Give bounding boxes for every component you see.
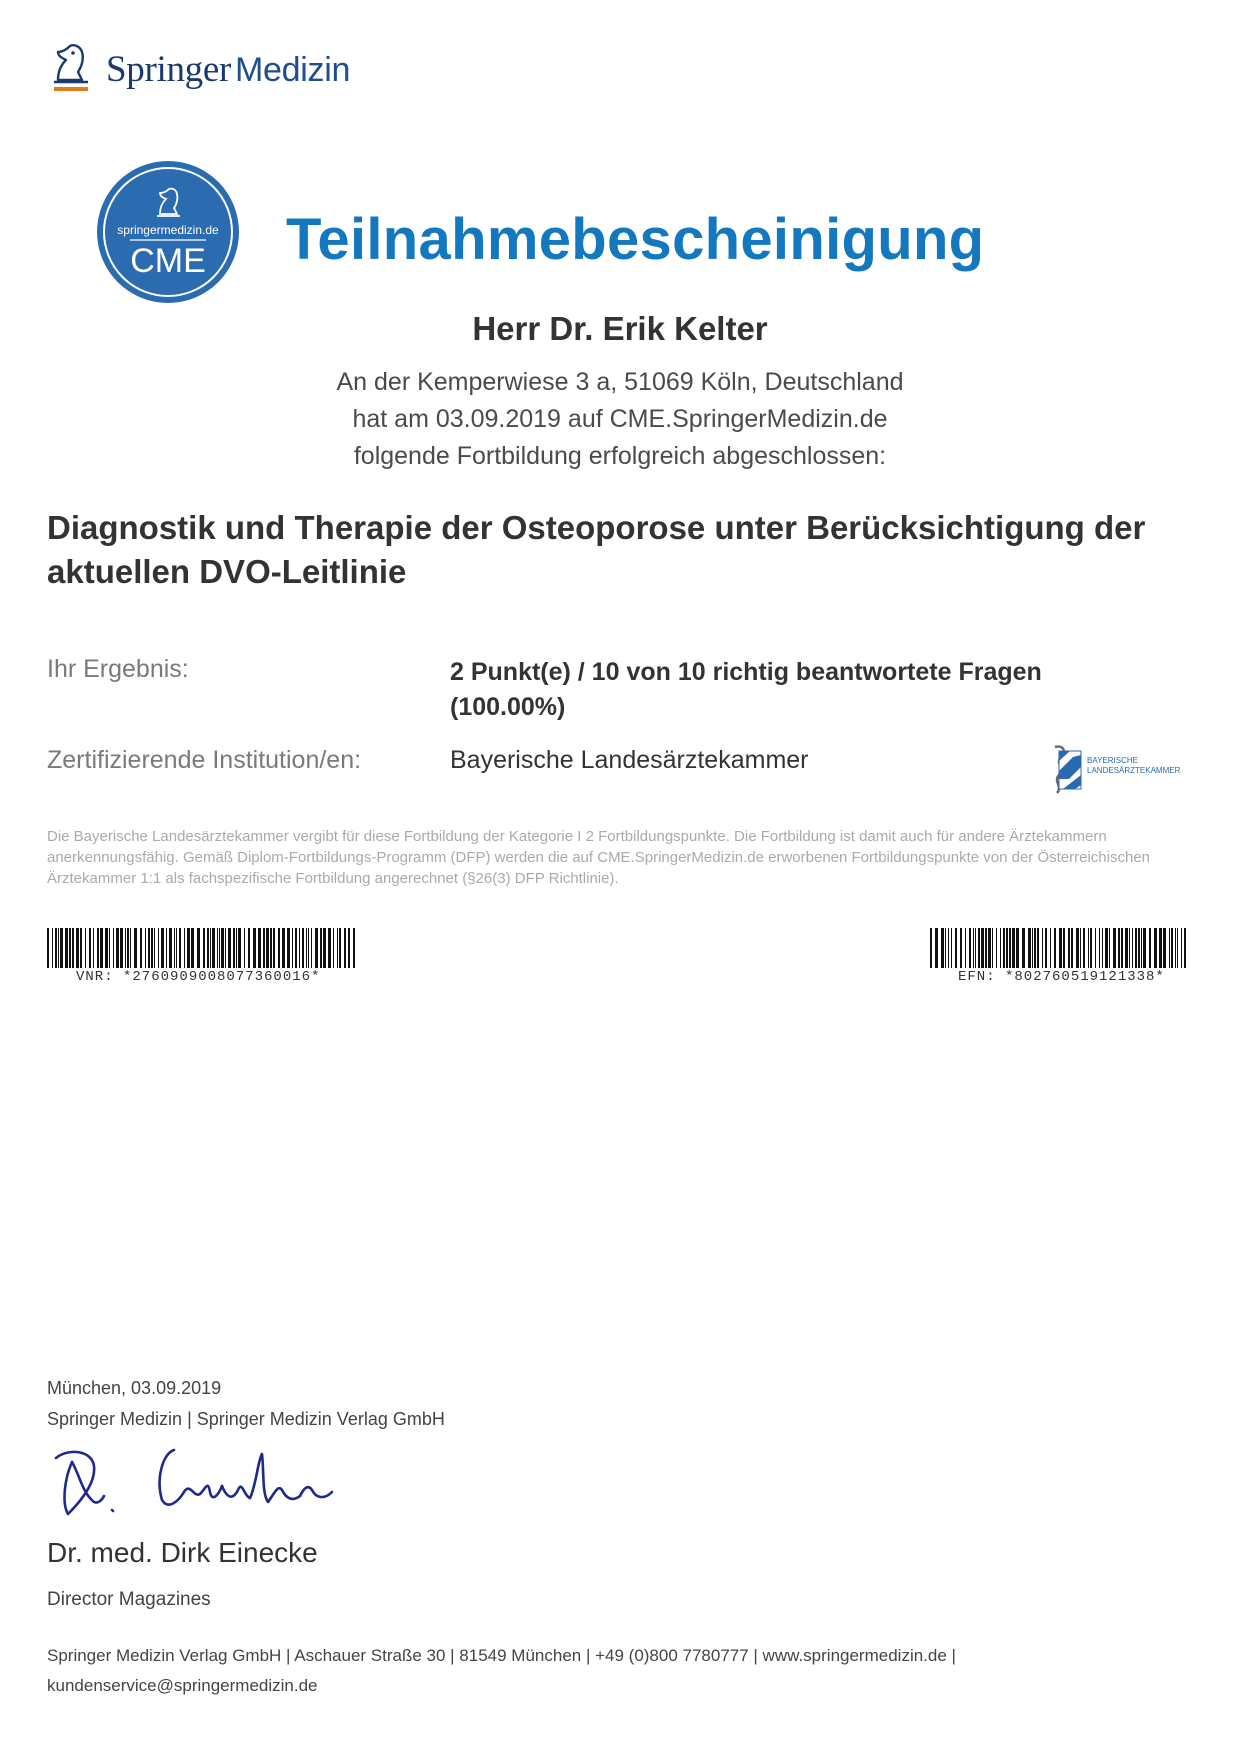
barcode-bar: [187, 928, 190, 968]
barcode-bar: [238, 928, 241, 968]
barcode-bar: [47, 928, 49, 968]
barcode-bar: [191, 928, 194, 968]
barcode-bar: [207, 928, 209, 968]
barcode-bar: [1099, 928, 1100, 968]
barcode-bar: [1088, 928, 1089, 968]
institution-label: Zertifizierende Institution/en:: [47, 746, 362, 774]
barcode-bar: [154, 928, 155, 968]
barcode-bar: [1000, 928, 1001, 968]
barcode-bar: [333, 928, 334, 968]
barcode-bar: [951, 928, 952, 968]
barcode-bar: [52, 928, 53, 968]
brand-subname: Medizin: [235, 51, 351, 89]
barcode-bar: [125, 928, 126, 968]
barcode-bar: [311, 928, 312, 968]
barcode-bar: [348, 928, 350, 968]
barcode-bar: [169, 928, 172, 968]
barcode-bar: [1141, 928, 1142, 968]
barcode-bar: [65, 928, 68, 968]
barcode-bar: [273, 928, 275, 968]
footer-contact: Springer Medizin Verlag GmbH | Aschauer Straße 30 | 81549 München | +49 (0)800 7780777 | www.springermedizin.de | kundenservice@springermedizin.de: [47, 1646, 956, 1695]
barcode-bar: [1181, 928, 1182, 968]
barcode-bar: [1076, 928, 1079, 968]
barcode-bar: [100, 928, 103, 968]
barcode-bar: [978, 928, 980, 968]
signer-role: Director Magazines: [47, 1589, 211, 1610]
barcode-bar: [1063, 928, 1065, 968]
barcode-bar: [996, 928, 997, 968]
recipient-address: An der Kemperwiese 3 a, 51069 Köln, Deutschland: [336, 368, 904, 396]
barcode-bar: [992, 928, 993, 968]
barcode-bar: [120, 928, 123, 968]
signer-name: Dr. med. Dirk Einecke: [47, 1537, 318, 1568]
barcode-bar: [935, 928, 938, 968]
barcode-bar: [308, 928, 309, 968]
barcode-bar: [228, 928, 231, 968]
place-date: München, 03.09.2019: [47, 1378, 222, 1398]
barcode-bar: [203, 928, 205, 968]
completion-line: hat am 03.09.2019 auf CME.SpringerMedizin.de: [352, 405, 888, 433]
barcode-bar: [217, 928, 218, 968]
barcode-bar: [287, 928, 290, 968]
barcode-bar: [1177, 928, 1178, 968]
barcode-bar: [72, 928, 74, 968]
barcode-bar: [969, 928, 971, 968]
barcode-bar: [60, 928, 63, 968]
legal-notice: Die Bayerische Landesärztekammer vergibt für diese Fortbildung der Kategorie I 2 Fortbildungspunkte. Die Fortbildung ist damit auch für andere Ärztekammern anerkennungsfähig. Gemäß Diplom-Fortbildungs-Programm (DFP) werden die auf CME.SpringerMedizin.de erworbenen Fortbildungspunkte von der Österreichischen Ärztekammer 1:1 als fachspezifische Fortbildung angerechnet (§26(3) DFP Richtlinie).: [47, 828, 1151, 887]
barcode-bar: [1028, 928, 1031, 968]
handwritten-signature: [42, 1440, 352, 1520]
barcode-bar: [965, 928, 966, 968]
barcode-bar: [323, 928, 326, 968]
barcode-bar: [270, 928, 272, 968]
barcode-bar: [1059, 928, 1062, 968]
barcode-bar: [174, 928, 175, 968]
barcode-bar: [295, 928, 297, 968]
barcode-bar: [960, 928, 962, 968]
barcode-bar: [1138, 928, 1140, 968]
barcode-bar: [1149, 928, 1151, 968]
barcode-bar: [1159, 928, 1162, 968]
barcode-bar: [278, 928, 280, 968]
vnr-barcode: [47, 928, 355, 968]
completion-line-2: folgende Fortbildung erfolgreich abgeschlossen:: [353, 442, 887, 470]
barcode-bar: [930, 928, 932, 968]
barcode-bar: [179, 928, 181, 968]
barcode-bar: [55, 928, 57, 968]
badge-label: CME: [130, 242, 206, 280]
barcode-bar: [353, 928, 355, 968]
barcode-bar: [328, 928, 331, 968]
barcode-bar: [151, 928, 153, 968]
barcode-bar: [1095, 928, 1096, 968]
barcode-bar: [292, 928, 293, 968]
barcode-bar: [948, 928, 949, 968]
barcode-bar: [1175, 928, 1176, 968]
barcode-bar: [127, 928, 129, 968]
result-value: 2 Punkt(e) / 10 von 10 richtig beantwortete Fragen (100.00%): [450, 658, 1042, 721]
barcode-bar: [1090, 928, 1092, 968]
barcode-bar: [1102, 928, 1103, 968]
barcode-bar: [148, 928, 150, 968]
barcode-bar: [1143, 928, 1146, 968]
barcode-bar: [248, 928, 250, 968]
barcode-bar: [1121, 928, 1123, 968]
barcode-bar: [1109, 928, 1110, 968]
barcode-bar: [1163, 928, 1166, 968]
barcode-bar: [176, 928, 177, 968]
barcode-bar: [955, 928, 957, 968]
cme-badge: [96, 160, 240, 304]
barcode-bar: [1003, 928, 1005, 968]
barcode-bar: [76, 928, 79, 968]
barcode-bar: [945, 928, 946, 968]
barcode-bar: [80, 928, 82, 968]
barcode-bar: [266, 928, 269, 968]
badge-site: springermedizin.de: [117, 223, 219, 237]
efn-number: EFN: *802760519121338*: [958, 969, 1165, 985]
barcode-bar: [1080, 928, 1081, 968]
blaek-logo-text-1: BAYERISCHE: [1087, 756, 1138, 765]
barcode-bar: [85, 928, 86, 968]
barcode-bar: [302, 928, 304, 968]
barcode-bar: [1032, 928, 1033, 968]
barcode-bar: [221, 928, 224, 968]
barcode-bar: [315, 928, 318, 968]
barcode-bar: [116, 928, 119, 968]
barcode-bar: [1169, 928, 1170, 968]
barcode-bar: [1016, 928, 1019, 968]
barcode-bar: [975, 928, 976, 968]
barcode-bar: [337, 928, 338, 968]
efn-barcode: [930, 928, 1188, 968]
course-title: Diagnostik und Therapie der Osteoporose unter Berücksichtigung der aktuellen DVO-Leitlinie: [47, 509, 1146, 590]
barcode-bar: [1068, 928, 1070, 968]
institution-value: Bayerische Landesärztekammer: [450, 746, 809, 774]
brand-name: Springer: [106, 49, 232, 90]
barcode-bar: [1125, 928, 1128, 968]
barcode-bar: [1050, 928, 1051, 968]
barcode-bar: [1006, 928, 1008, 968]
barcode-bar: [253, 928, 256, 968]
barcode-bar: [1022, 928, 1025, 968]
barcode-bar: [113, 928, 114, 968]
barcode-bar: [1129, 928, 1130, 968]
barcode-bar: [1034, 928, 1036, 968]
barcode-bar: [197, 928, 200, 968]
springer-medizin-logo: [48, 40, 408, 96]
barcode-bar: [1154, 928, 1157, 968]
barcode-bar: [69, 928, 71, 968]
blaek-logo: [1047, 741, 1187, 797]
barcode-bar: [1105, 928, 1108, 968]
brand-wordmark: [106, 48, 350, 91]
barcode-bar: [158, 928, 159, 968]
barcode-bar: [93, 928, 94, 968]
barcode-bar: [140, 928, 142, 968]
barcode-bar: [145, 928, 146, 968]
barcode-bar: [1118, 928, 1120, 968]
barcode-bar: [1135, 928, 1137, 968]
barcode-bar: [105, 928, 108, 968]
barcode-bar: [1071, 928, 1073, 968]
barcode-bar: [219, 928, 220, 968]
barcode-bar: [1045, 928, 1047, 968]
barcode-bar: [1037, 928, 1039, 968]
barcode-bar: [306, 928, 307, 968]
barcode-bar: [134, 928, 137, 968]
result-label: Ihr Ergebnis:: [47, 655, 189, 683]
barcode-bar: [988, 928, 991, 968]
barcode-bar: [184, 928, 185, 968]
barcode-bar: [263, 928, 265, 968]
barcode-bar: [89, 928, 91, 968]
barcode-bar: [225, 928, 226, 968]
barcode-bar: [58, 928, 59, 968]
recipient-name: Herr Dr. Erik Kelter: [472, 310, 768, 347]
barcode-bar: [1184, 928, 1186, 968]
barcode-bar: [344, 928, 346, 968]
vnr-number: VNR: *2760909008077360016*: [76, 969, 321, 985]
barcode-bar: [244, 928, 245, 968]
barcode-bar: [97, 928, 99, 968]
barcode-bar: [210, 928, 211, 968]
barcode-bar: [1012, 928, 1015, 968]
barcode-bar: [1132, 928, 1133, 968]
barcode-bar: [1054, 928, 1056, 968]
barcode-bar: [1171, 928, 1173, 968]
barcode-bar: [1009, 928, 1011, 968]
barcode-bar: [282, 928, 285, 968]
barcode-bar: [339, 928, 341, 968]
barcode-bar: [236, 928, 237, 968]
barcode-bar: [941, 928, 944, 968]
barcode-bar: [233, 928, 235, 968]
barcode-bar: [299, 928, 300, 968]
publisher-line: Springer Medizin | Springer Medizin Verlag GmbH: [47, 1409, 445, 1429]
blaek-logo-text-2: LANDESÄRZTEKAMMER: [1087, 766, 1181, 775]
barcode-bar: [985, 928, 987, 968]
barcode-bar: [973, 928, 974, 968]
barcode-bar: [109, 928, 110, 968]
barcode-bar: [130, 928, 131, 968]
barcode-bar: [981, 928, 984, 968]
barcode-bar: [161, 928, 164, 968]
barcode-bar: [166, 928, 167, 968]
barcode-bar: [1083, 928, 1085, 968]
barcode-bar: [1113, 928, 1116, 968]
chess-knight-icon: [48, 40, 94, 94]
barcode-bar: [320, 928, 322, 968]
barcode-bar: [212, 928, 215, 968]
barcode-bar: [1042, 928, 1043, 968]
page-title: Teilnahmebescheinigung: [286, 207, 985, 272]
barcode-bar: [258, 928, 261, 968]
